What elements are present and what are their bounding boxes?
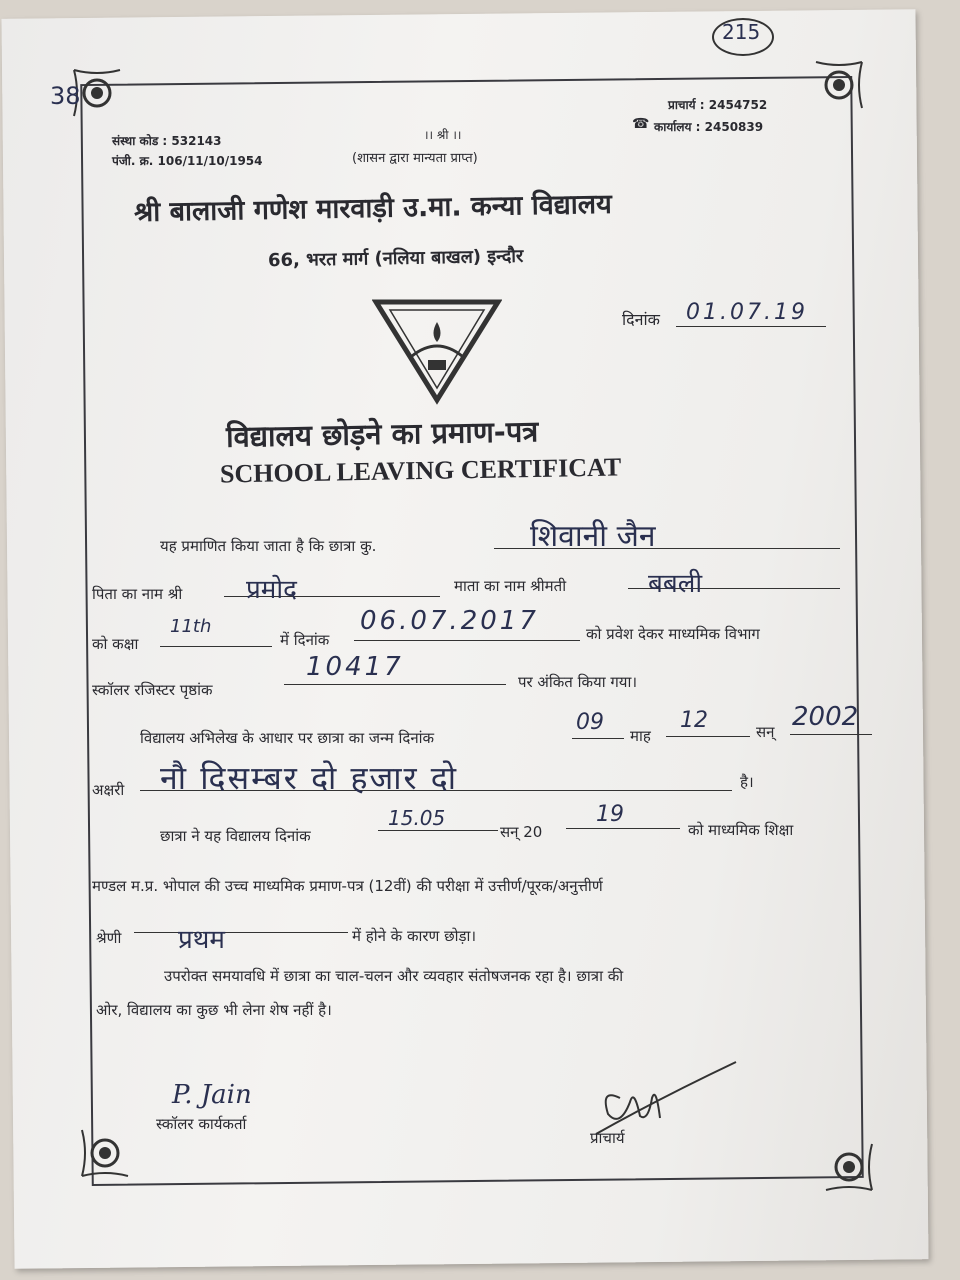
conduct-line-2: ओर, विद्यालय का कुछ भी लेना शेष नहीं है। xyxy=(96,1001,332,1019)
dob-year: 2002 xyxy=(792,702,859,732)
student-name: शिवानी जैन xyxy=(530,519,656,554)
page-number: 38 xyxy=(50,82,81,110)
shri-invocation: ।। श्री ।। xyxy=(424,128,462,142)
division-value: प्रथम xyxy=(178,925,225,955)
register-suffix: पर अंकित किया गया। xyxy=(518,673,638,691)
left-year-label: सन् 20 xyxy=(500,823,543,841)
sanstha-code: संस्था कोड : 532143 xyxy=(112,134,222,148)
file-number: 215 xyxy=(722,20,761,44)
principal-signature xyxy=(590,1058,740,1138)
admission-date-label: में दिनांक xyxy=(280,631,330,649)
left-year-line xyxy=(566,828,680,829)
left-suffix: को माध्यमिक शिक्षा xyxy=(688,821,794,839)
school-name: श्री बालाजी गणेश मारवाड़ी उ.मा. कन्या विद्यालय xyxy=(133,188,613,229)
register-page: 10417 xyxy=(306,652,404,682)
corner-ornament-bottom-right xyxy=(822,1140,876,1194)
left-date-label: छात्रा ने यह विद्यालय दिनांक xyxy=(160,827,311,845)
title-hindi: विद्यालय छोड़ने का प्रमाण-पत्र xyxy=(225,414,539,454)
corner-ornament-top-right xyxy=(812,58,866,112)
class-label: को कक्षा xyxy=(92,635,139,653)
dob-words: नौ दिसम्बर दो हजार दो xyxy=(160,759,459,797)
dob-month: 12 xyxy=(680,708,708,733)
register-label: स्कॉलर रजिस्टर पृष्ठांक xyxy=(92,681,213,699)
school-address: 66, भरत मार्ग (नलिया बाखल) इन्दौर xyxy=(267,245,524,272)
principal-phone: प्राचार्य : 2454752 xyxy=(668,98,768,112)
mother-label: माता का नाम श्रीमती xyxy=(454,577,567,595)
conduct-line-1: उपरोक्त समयावधि में छात्रा का चाल-चलन और व्यवहार संतोषजनक रहा है। छात्रा की xyxy=(164,967,624,985)
corner-ornament-bottom-left xyxy=(78,1126,132,1180)
year-label: सन् xyxy=(756,723,775,741)
title-english: SCHOOL LEAVING CERTIFICAT xyxy=(219,452,622,489)
certify-label: यह प्रमाणित किया जाता है कि छात्रा कु. xyxy=(160,537,377,555)
admission-date-line xyxy=(354,640,580,641)
left-date-line xyxy=(378,830,498,831)
dob-day: 09 xyxy=(576,710,604,735)
words-suffix: है। xyxy=(740,773,754,791)
date-label: दिनांक xyxy=(622,310,660,329)
father-label: पिता का नाम श्री xyxy=(92,585,183,603)
recognition-note: (शासन द्वारा मान्यता प्राप्त) xyxy=(352,151,478,166)
registration-number: पंजी. क्र. 106/11/10/1954 xyxy=(112,154,263,168)
scholar-signature: P. Jain xyxy=(172,1080,252,1110)
date-line xyxy=(676,326,826,327)
admission-date: 06.07.2017 xyxy=(360,606,539,636)
register-line xyxy=(284,684,506,685)
month-label: माह xyxy=(630,727,651,745)
dob-year-line xyxy=(790,734,872,735)
school-logo xyxy=(372,296,502,406)
dob-month-line xyxy=(666,736,750,737)
left-date: 15.05 xyxy=(388,806,446,830)
dob-day-line xyxy=(572,738,624,739)
office-phone: कार्यालय : 2450839 xyxy=(654,120,764,134)
division-suffix: में होने के कारण छोड़ा। xyxy=(352,927,477,945)
father-name: प्रमोद xyxy=(246,575,297,605)
principal-label: प्राचार्य xyxy=(590,1129,625,1147)
admission-suffix: को प्रवेश देकर माध्यमिक विभाग xyxy=(586,625,760,643)
division-label: श्रेणी xyxy=(96,929,122,947)
dob-label: विद्यालय अभिलेख के आधार पर छात्रा का जन्म दिनांक xyxy=(140,729,435,747)
left-year: 19 xyxy=(596,802,624,827)
scholar-label: स्कॉलर कार्यकर्ता xyxy=(156,1115,247,1133)
division-line xyxy=(134,932,348,933)
telephone-icon: ☎ xyxy=(632,116,650,132)
class-value: 11th xyxy=(170,616,212,637)
date-value: 01.07.19 xyxy=(686,300,808,325)
board-line: मण्डल म.प्र. भोपाल की उच्च माध्यमिक प्रमाण-पत्र (12वीं) की परीक्षा में उत्तीर्ण/पूरक/अनुत्तीर्ण xyxy=(92,877,603,895)
words-label: अक्षरी xyxy=(92,781,125,799)
mother-name: बबली xyxy=(648,569,703,599)
class-line xyxy=(160,646,272,647)
